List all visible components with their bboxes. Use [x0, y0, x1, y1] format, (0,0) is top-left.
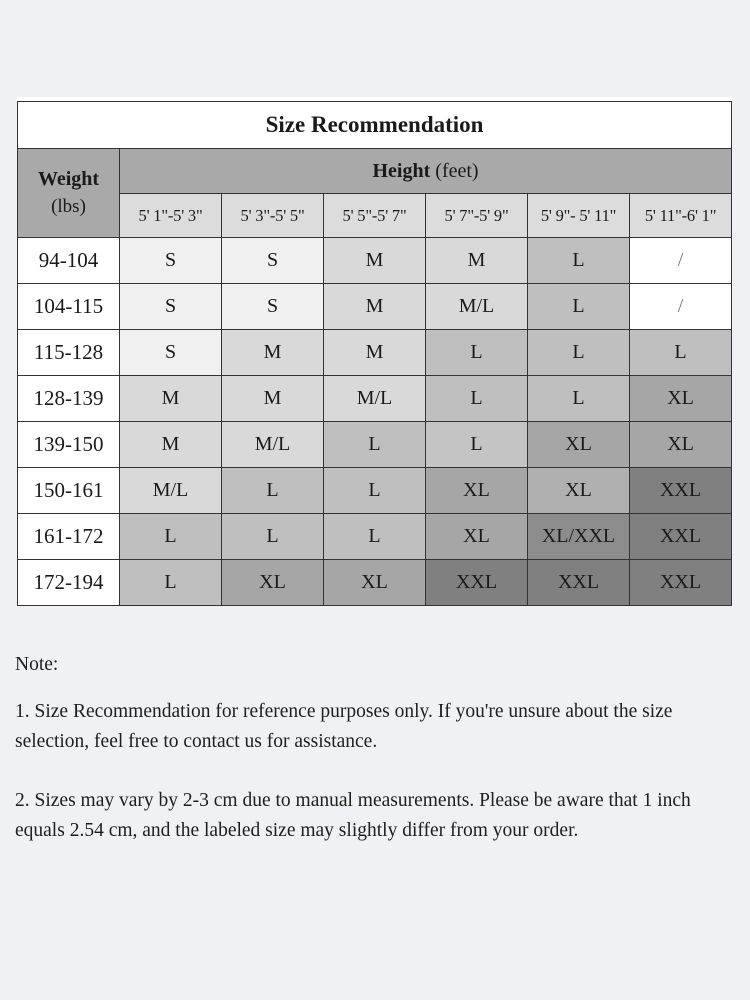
size-cell: S [120, 330, 222, 376]
size-recommendation-table [17, 101, 732, 606]
size-cell: XXL [630, 468, 732, 514]
height-header [120, 149, 732, 194]
table-row [18, 514, 732, 560]
size-cell: M [222, 376, 324, 422]
size-cell: S [120, 284, 222, 330]
size-cell: M/L [120, 468, 222, 514]
height-range: 5' 9"- 5' 11" [528, 194, 630, 238]
size-cell: XL/XXL [528, 514, 630, 560]
height-range: 5' 3"-5' 5" [222, 194, 324, 238]
weight-header-label: Weight [37, 168, 100, 190]
size-cell: XL [426, 468, 528, 514]
size-cell: XL [222, 560, 324, 606]
weight-header-unit: (lbs) [51, 196, 86, 217]
size-cell: XL [528, 468, 630, 514]
size-cell: XL [426, 514, 528, 560]
size-cell: L [528, 238, 630, 284]
size-cell: XL [630, 422, 732, 468]
table-row [18, 330, 732, 376]
size-cell: M [120, 422, 222, 468]
size-cell: M [324, 330, 426, 376]
note-item: 2. Sizes may vary by 2-3 cm due to manual measurements. Please be aware that 1 inch equals 2.54 cm, and the labeled size may slightly differ from your order. [15, 790, 691, 841]
size-cell: M/L [222, 422, 324, 468]
size-cell: XL [324, 560, 426, 606]
size-cell: L [426, 376, 528, 422]
weight-range-cell: 172-194 [18, 560, 120, 606]
height-range: 5' 1"-5' 3" [120, 194, 222, 238]
size-cell: XXL [630, 560, 732, 606]
note-item: 1. Size Recommendation for reference purposes only. If you're unsure about the size selection, feel free to contact us for assistance. [15, 701, 673, 752]
size-cell: S [222, 238, 324, 284]
height-header-label: Height [372, 159, 431, 182]
weight-range-cell: 115-128 [18, 330, 120, 376]
size-cell: L [426, 330, 528, 376]
size-cell: M [324, 284, 426, 330]
notes-heading: Note: [15, 654, 59, 675]
size-cell: L [120, 560, 222, 606]
size-cell: L [222, 468, 324, 514]
size-cell: XL [528, 422, 630, 468]
weight-header [18, 149, 120, 238]
weight-range-cell: 104-115 [18, 284, 120, 330]
size-cell: L [528, 284, 630, 330]
size-cell: S [222, 284, 324, 330]
weight-range-cell: 128-139 [18, 376, 120, 422]
size-table-body [18, 238, 732, 606]
size-cell: L [324, 514, 426, 560]
size-cell: M [120, 376, 222, 422]
size-cell: L [222, 514, 324, 560]
weight-range-cell: 94-104 [18, 238, 120, 284]
size-cell: M/L [324, 376, 426, 422]
weight-range-cell: 150-161 [18, 468, 120, 514]
table-row [18, 560, 732, 606]
size-cell: L [120, 514, 222, 560]
size-cell: M/L [426, 284, 528, 330]
size-cell: L [630, 330, 732, 376]
table-row [18, 468, 732, 514]
size-chart [17, 101, 732, 606]
size-cell: XXL [630, 514, 732, 560]
height-range: 5' 11"-6' 1" [630, 194, 732, 238]
size-cell: XXL [426, 560, 528, 606]
size-cell: M [222, 330, 324, 376]
height-range-row [18, 194, 732, 238]
height-header-unit: (feet) [435, 159, 479, 182]
table-row [18, 238, 732, 284]
size-cell: XXL [528, 560, 630, 606]
weight-range-cell: 161-172 [18, 514, 120, 560]
height-range: 5' 5"-5' 7" [324, 194, 426, 238]
size-cell: / [630, 284, 732, 330]
table-row [18, 376, 732, 422]
table-row [18, 284, 732, 330]
size-cell: L [528, 376, 630, 422]
size-cell: M [324, 238, 426, 284]
size-cell: L [324, 468, 426, 514]
size-cell: / [630, 238, 732, 284]
size-cell: L [528, 330, 630, 376]
weight-range-cell: 139-150 [18, 422, 120, 468]
size-cell: L [324, 422, 426, 468]
table-row [18, 422, 732, 468]
size-cell: XL [630, 376, 732, 422]
size-cell: L [426, 422, 528, 468]
height-range: 5' 7"-5' 9" [426, 194, 528, 238]
notes-section [15, 650, 740, 846]
table-title: Size Recommendation [18, 102, 732, 149]
size-cell: S [120, 238, 222, 284]
size-cell: M [426, 238, 528, 284]
